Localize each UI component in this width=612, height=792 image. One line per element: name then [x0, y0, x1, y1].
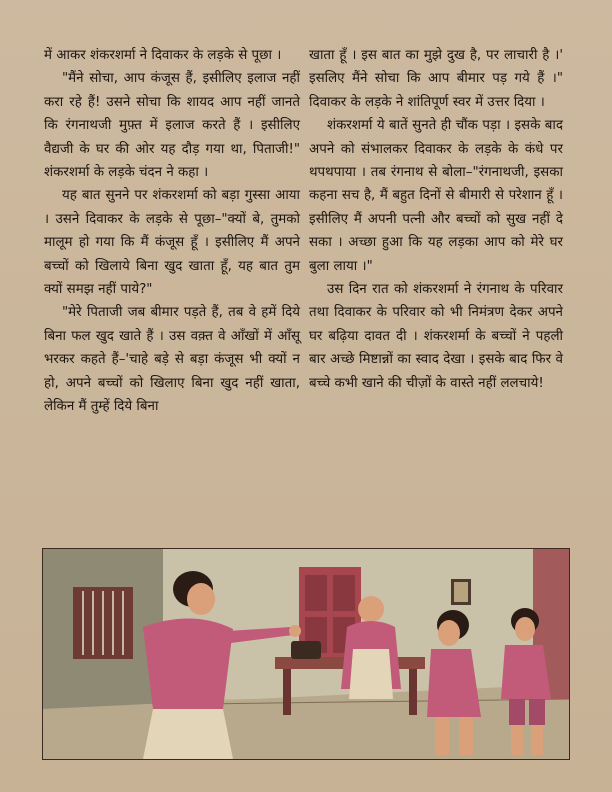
paragraph: खाता हूँ । इस बात का मुझे दुख है, पर लाचारी है ।' इसलिए मैंने सोचा कि आप बीमार पड़ गये हैं ।" दिवाकर के लड़के ने शांतिपूर्ण स्वर में उत्तर दिया । — [309, 48, 563, 110]
old-man-head — [358, 596, 384, 622]
boy-two-shorts — [509, 699, 525, 725]
paragraph: उस दिन रात को शंकरशर्मा ने रंगनाथ के परिवार तथा दिवाकर के परिवार को भी निमंत्रण देकर अपने घर बढ़िया दावत दी । शंकरशर्मा के बच्चों ने पहली बार अच्छे मिष्टान्नों का स्वाद देखा । इसके बाद फिर वे बच्चे कभी खाने की चीज़ों के वास्ते नहीं ललचाये! — [309, 282, 563, 391]
boy-two-leg — [511, 725, 523, 755]
boy-two-shorts — [529, 699, 545, 725]
boy-one-leg — [459, 717, 473, 755]
boy-two-leg — [531, 725, 543, 755]
illustration-scene — [43, 549, 569, 759]
paragraph: शंकरशर्मा ये बातें सुनते ही चौंक पड़ा । इसके बाद अपने को संभालकर दिवाकर के लड़के के कंधे पर थपथपाया । तब रंगनाथ से बोला–"रंगनाथजी, इसका कहना सच है, मैं बहुत दिनों से बीमारी से परेशान हूँ । इसीलिए मैं अपनी पत्नी और बच्चों को सुख नहीं दे सका । अच्छा हुआ कि यह लड़का आप को मेरे घर बुला लाया ।" — [309, 118, 563, 274]
paragraph: यह बात सुनने पर शंकरशर्मा को बड़ा गुस्सा आया । उसने दिवाकर के लड़के से पूछा–"क्यों बे, तुमको मालूम हो गया कि मैं कंजूस हूँ । इसीलिए मैं अपने बच्चों को खिलाये बिना खुद खाता हूँ, यह बात तुम क्यों समझ नहीं पाये?" — [44, 188, 300, 298]
angry-man-shirt — [143, 618, 233, 709]
paragraph: में आकर शंकरशर्मा ने दिवाकर के लड़के से पूछा । — [44, 48, 282, 63]
angry-man-hand — [289, 625, 301, 637]
paragraph: "मैंने सोचा, आप कंजूस हैं, इसीलिए इलाज नहीं करा रहे हैं! उसने सोचा कि शायद आप नहीं जानते कि रंगनाथजी मुफ़्त में इलाज करते हैं । इसीलिए वैद्यजी के घर की ओर यह दौड़ गया था, पिताजी!" शंकरशर्मा के लड़के चंदन ने कहा । — [44, 71, 300, 181]
door-panel — [305, 575, 327, 611]
wall-picture-inner — [454, 582, 468, 602]
door-panel — [333, 575, 355, 611]
paragraph: "मेरे पिताजी जब बीमार पड़ते हैं, तब वे हमें दिये बिना फल खुद खाते हैं । उस वक़्त वे आँखों में आँसू भरकर कहते हैं–'चाहे बड़े से बड़ा कंजूस भी क्यों न हो, अपने बच्चों को खिलाए बिना खुद नहीं खाता, लेकिन मैं तुम्हें दिये बिना — [44, 305, 300, 415]
boy-one-leg — [435, 717, 449, 755]
angry-man-dhoti — [143, 709, 233, 759]
table-leg — [283, 669, 291, 715]
angry-man-face — [187, 583, 215, 615]
left-text-column — [44, 44, 300, 419]
table-leg — [409, 669, 417, 715]
boy-two-shirt — [501, 645, 551, 699]
right-text-column — [309, 44, 563, 395]
doctor-bag — [291, 641, 321, 659]
boy-two-face — [515, 617, 535, 641]
boy-one-face — [438, 620, 460, 646]
old-man-dhoti — [349, 649, 393, 699]
story-illustration — [42, 548, 570, 760]
